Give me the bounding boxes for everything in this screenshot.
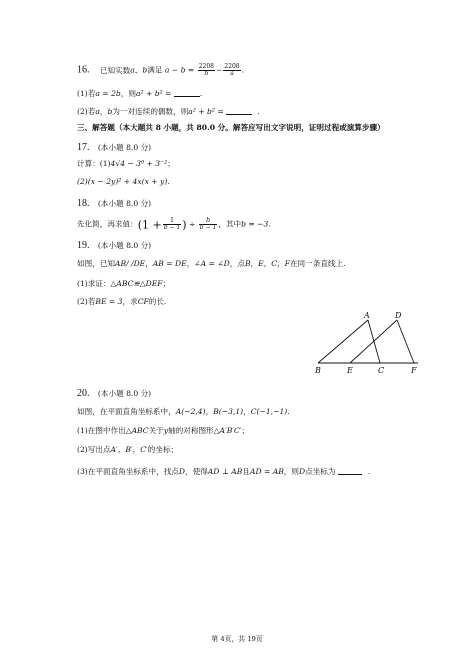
q19-part1 xyxy=(77,280,170,289)
fraction xyxy=(198,64,215,77)
fraction-denominator: a xyxy=(230,70,234,77)
section-header: 三、解答题（本大题共 8 小题，共 80.0 分。解答应写出文字说明，证明过程或演算步骤） xyxy=(77,123,385,132)
period: . xyxy=(367,467,371,476)
comma: ， xyxy=(99,107,108,116)
statement-end: 的长. xyxy=(148,297,167,306)
instruction-text: 先化简，再求值： xyxy=(77,219,138,229)
condition: BE = 3 xyxy=(95,297,123,306)
connector-text: ，则 xyxy=(120,89,136,98)
condition: AB = DE xyxy=(152,259,187,268)
connector-text: 点坐标为 xyxy=(305,467,336,476)
condition: AB/ /DE xyxy=(114,259,146,268)
semicolon: ； xyxy=(241,426,250,435)
q16-part1 xyxy=(77,88,202,99)
q20-part3 xyxy=(77,466,370,477)
segment: CF xyxy=(137,297,149,306)
statement-end: 在同一条直线上. xyxy=(289,259,346,268)
comma: ， xyxy=(145,259,153,268)
connector-text: ，使得 xyxy=(184,467,208,476)
comma: ， xyxy=(205,407,214,416)
intro-text: 如图，在平面直角坐标系中， xyxy=(77,407,176,416)
q20-header xyxy=(77,388,151,400)
connector-text: ，其中 xyxy=(218,219,242,229)
minus-sign: − xyxy=(215,65,223,75)
connector-text: 为一对连续的偶数，则 xyxy=(112,107,189,116)
q16-intro: 已知实数 xyxy=(99,65,131,75)
condition: a = 2b xyxy=(95,89,121,98)
part-label: (3)在平面直角坐标系中，找点 xyxy=(77,467,179,476)
q16-satisfy: 满足 xyxy=(147,65,163,75)
answer-blank[interactable] xyxy=(174,88,203,98)
period: . xyxy=(268,219,271,229)
q16-part2 xyxy=(77,106,260,117)
point-a: A(−2,4) xyxy=(175,407,206,416)
segment-df xyxy=(397,320,414,363)
period: . xyxy=(241,65,245,75)
semicolon: ； xyxy=(167,159,175,168)
var-a: a xyxy=(95,107,100,116)
connector-text: ，求 xyxy=(122,297,138,306)
point-c: C(−1,−1) xyxy=(250,407,288,416)
answer-blank[interactable] xyxy=(338,466,362,475)
point-list: A′，B′，C′ xyxy=(110,445,148,454)
triangle-name: △ABC xyxy=(125,426,149,435)
point-d: D xyxy=(178,467,185,476)
statement-end: 的坐标； xyxy=(147,445,179,454)
q17-part2 xyxy=(77,178,170,187)
label-a: A xyxy=(364,311,370,320)
period: . xyxy=(199,89,203,98)
open-paren: (1 + xyxy=(137,218,162,232)
segment-ab xyxy=(318,320,368,363)
condition: AD ⊥ AB xyxy=(207,467,243,476)
comma: ， xyxy=(186,259,195,268)
connector-text: 关于 xyxy=(148,426,164,435)
score-label: (本小题 8.0 分) xyxy=(97,241,152,250)
fraction-denominator: b − 1 xyxy=(199,224,217,231)
answer-blank[interactable] xyxy=(226,106,252,115)
q18-body xyxy=(77,218,271,232)
fraction-numerator: 1 xyxy=(163,218,182,225)
fraction-denominator: b xyxy=(204,70,209,77)
part-label: (1)在图中作出 xyxy=(77,426,126,435)
score-label: (本小题 8.0 分) xyxy=(97,143,152,152)
q20-part1 xyxy=(77,427,249,436)
comma: ， xyxy=(134,65,143,75)
fraction xyxy=(199,218,218,231)
point-b: B(−3,1) xyxy=(213,407,244,416)
var-a: a xyxy=(130,65,135,75)
segment-ed xyxy=(350,320,397,363)
fraction-denominator: b − 1 xyxy=(163,224,181,231)
expression: △ABC≌△DEF xyxy=(110,279,163,288)
triangle-image-name: △A′B′C′ xyxy=(213,426,242,435)
period: . xyxy=(257,107,260,116)
part-label: 计算：(1) xyxy=(77,159,111,168)
page-footer: 第 4页，共 19页 xyxy=(211,635,263,643)
condition: ∠A = ∠D xyxy=(194,259,230,268)
comma: ， xyxy=(243,407,251,416)
label-f: F xyxy=(411,366,417,375)
fraction-numerator: 2208 xyxy=(224,63,240,70)
semicolon: ； xyxy=(162,279,171,288)
q17-header xyxy=(77,142,151,154)
question-number: 19. xyxy=(77,240,90,251)
divide-sign: ÷ xyxy=(188,219,196,229)
part-label: (2)写出点 xyxy=(77,445,111,454)
part-label: (1)求证： xyxy=(77,279,111,288)
label-d: D xyxy=(395,311,402,320)
connector-text: ，点 xyxy=(229,259,245,268)
score-label: (本小题 8.0 分) xyxy=(97,199,152,208)
close-paren: ) xyxy=(182,218,187,232)
q16-stem xyxy=(77,64,244,77)
figure-lines xyxy=(318,320,418,363)
axis-name: y xyxy=(163,426,169,435)
expression: 4√4 − 3⁰ + 3⁻² xyxy=(110,159,168,168)
q20-body xyxy=(77,408,290,417)
question-number: 17. xyxy=(77,142,90,153)
expression: (2)(x − 2y)² + 4x(x + y) xyxy=(77,177,168,186)
label-e: E xyxy=(347,366,353,375)
question-number: 16. xyxy=(77,64,90,76)
part-label: (1)若 xyxy=(77,89,96,98)
triangle-figure xyxy=(310,308,430,378)
q20-part2 xyxy=(77,446,178,455)
part-label: (2)若 xyxy=(77,297,96,306)
intro-text: 如图，已知 xyxy=(77,259,115,268)
q16-eq-lhs: a − b = xyxy=(164,65,195,75)
connector-text: ，则 xyxy=(283,467,299,476)
question-number: 20. xyxy=(77,388,90,399)
fraction-numerator: 2208 xyxy=(198,63,214,70)
label-b: B xyxy=(315,366,321,375)
part-label: (2)若 xyxy=(77,107,96,116)
expression: a² + b² = xyxy=(188,107,224,116)
q19-part2 xyxy=(77,298,166,307)
label-c: C xyxy=(378,366,385,375)
period: . xyxy=(167,177,170,186)
q19-header xyxy=(77,240,151,252)
period: . xyxy=(287,407,290,416)
connector-text: 且 xyxy=(242,467,250,476)
q19-body xyxy=(77,260,346,269)
connector-text: 轴的对称图形 xyxy=(168,426,214,435)
question-number: 18. xyxy=(77,198,90,209)
score-label: (本小题 8.0 分) xyxy=(97,389,152,398)
condition: b = −3 xyxy=(241,219,269,229)
var-b: b xyxy=(142,65,148,75)
expression: a² + b² = xyxy=(135,89,172,98)
var-b: b xyxy=(107,107,113,116)
fraction xyxy=(223,64,240,77)
fraction-numerator: b xyxy=(199,218,218,225)
q17-part1 xyxy=(77,160,175,169)
q18-header xyxy=(77,198,151,210)
condition: AD = AB xyxy=(249,467,284,476)
point-d: D xyxy=(298,467,306,476)
fraction xyxy=(163,218,182,231)
point-list: B，E，C，F xyxy=(244,259,290,268)
